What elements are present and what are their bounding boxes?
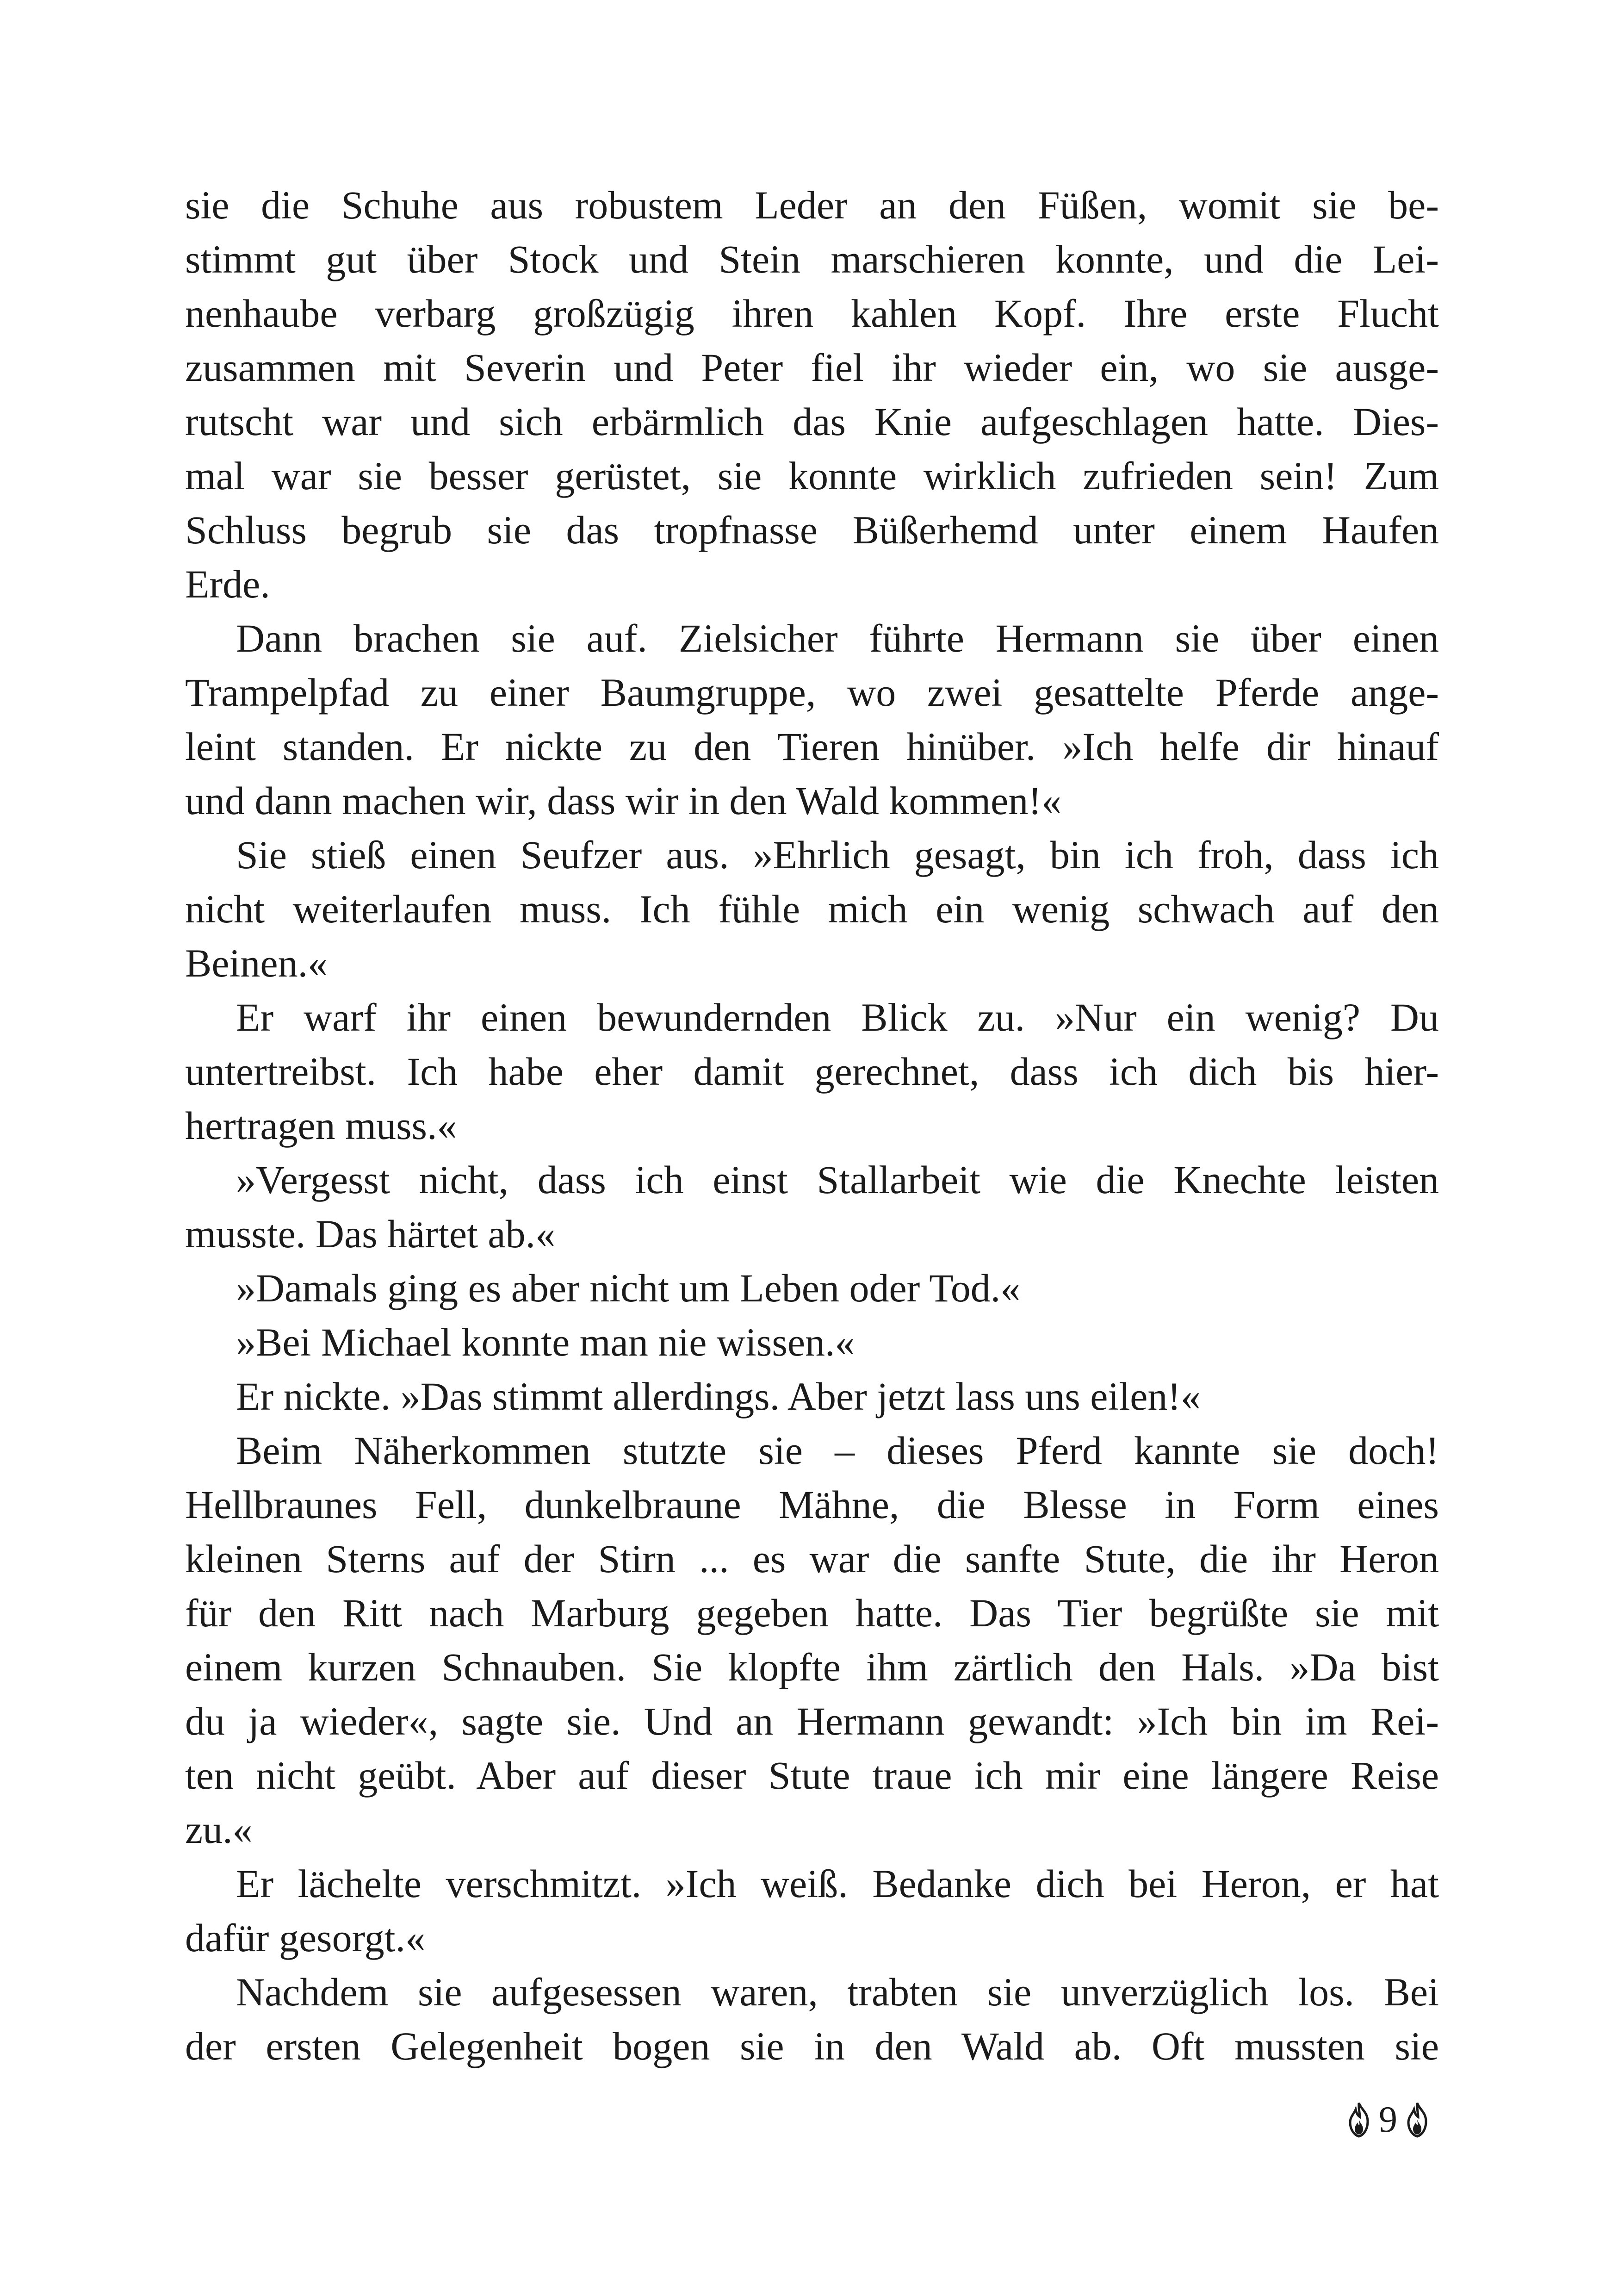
text-line: einem kurzen Schnauben. Sie klopfte ihm zärtlich den Hals. »Da bist xyxy=(185,1645,1439,1689)
flame-ornament-icon xyxy=(1345,2101,1373,2138)
text-line: Beinen.« xyxy=(185,941,328,985)
text-line: »Vergesst nicht, dass ich einst Stallarbeit wie die Knechte leisten xyxy=(236,1157,1439,1202)
text-line: Beim Näherkommen stutzte sie – dieses Pferd kannte sie doch! xyxy=(236,1428,1439,1473)
text-line: leint standen. Er nickte zu den Tieren hinüber. »Ich helfe dir hinauf xyxy=(185,724,1439,769)
text-line: Er nickte. »Das stimmt allerdings. Aber jetzt lass uns eilen!« xyxy=(236,1374,1201,1419)
text-line: mal war sie besser gerüstet, sie konnte wirklich zufrieden sein! Zum xyxy=(185,454,1439,498)
text-line: nicht weiterlaufen muss. Ich fühle mich ein wenig schwach auf den xyxy=(185,887,1439,931)
text-line: »Bei Michael konnte man nie wissen.« xyxy=(236,1320,855,1364)
text-line: Hellbraunes Fell, dunkelbraune Mähne, die Blesse in Form eines xyxy=(185,1482,1439,1527)
text-line: musste. Das härtet ab.« xyxy=(185,1212,556,1256)
text-line: Trampelpfad zu einer Baumgruppe, wo zwei gesattelte Pferde ange- xyxy=(185,670,1439,715)
text-line: Er lächelte verschmitzt. »Ich weiß. Bedanke dich bei Heron, er hat xyxy=(236,1861,1439,1906)
text-line: zu.« xyxy=(185,1807,253,1852)
page-footer xyxy=(1333,2092,1444,2147)
text-line: Sie stieß einen Seufzer aus. »Ehrlich gesagt, bin ich froh, dass ich xyxy=(236,833,1439,877)
body-text xyxy=(185,178,1439,2073)
text-line: rutscht war und sich erbärmlich das Knie aufgeschlagen hatte. Dies- xyxy=(185,399,1439,444)
text-line: zusammen mit Severin und Peter fiel ihr wieder ein, wo sie ausge- xyxy=(185,345,1439,390)
text-line: und dann machen wir, dass wir in den Wald kommen!« xyxy=(185,778,1061,823)
text-line: für den Ritt nach Marburg gegeben hatte. Das Tier begrüßte sie mit xyxy=(185,1591,1439,1635)
text-line: hertragen muss.« xyxy=(185,1103,457,1148)
text-line: sie die Schuhe aus robustem Leder an den Füßen, womit sie be- xyxy=(185,183,1439,227)
text-line: ten nicht geübt. Aber auf dieser Stute traue ich mir eine längere Reise xyxy=(185,1753,1439,1798)
text-line: Er warf ihr einen bewundernden Blick zu. »Nur ein wenig? Du xyxy=(236,995,1439,1039)
text-line: »Damals ging es aber nicht um Leben oder Tod.« xyxy=(236,1266,1021,1310)
flame-ornament-icon xyxy=(1403,2101,1432,2138)
text-line: dafür gesorgt.« xyxy=(185,1916,426,1960)
text-line: Schluss begrub sie das tropfnasse Büßerhemd unter einem Haufen xyxy=(185,508,1439,552)
text-line: Dann brachen sie auf. Zielsicher führte Hermann sie über einen xyxy=(236,616,1439,660)
text-line: du ja wieder«, sagte sie. Und an Hermann gewandt: »Ich bin im Rei- xyxy=(185,1699,1439,1743)
text-line: stimmt gut über Stock und Stein marschieren konnte, und die Lei- xyxy=(185,237,1439,281)
text-line: nenhaube verbarg großzügig ihren kahlen Kopf. Ihre erste Flucht xyxy=(185,291,1439,336)
text-line: untertreibst. Ich habe eher damit gerechnet, dass ich dich bis hier- xyxy=(185,1049,1439,1094)
text-line: Nachdem sie aufgesessen waren, trabten sie unverzüglich los. Bei xyxy=(236,1970,1439,2014)
text-line: der ersten Gelegenheit bogen sie in den Wald ab. Oft mussten sie xyxy=(185,2024,1439,2068)
text-line: Erde. xyxy=(185,562,270,606)
page-number: 9 xyxy=(1379,2099,1397,2140)
text-line: kleinen Sterns auf der Stirn ... es war die sanfte Stute, die ihr Heron xyxy=(185,1537,1439,1581)
